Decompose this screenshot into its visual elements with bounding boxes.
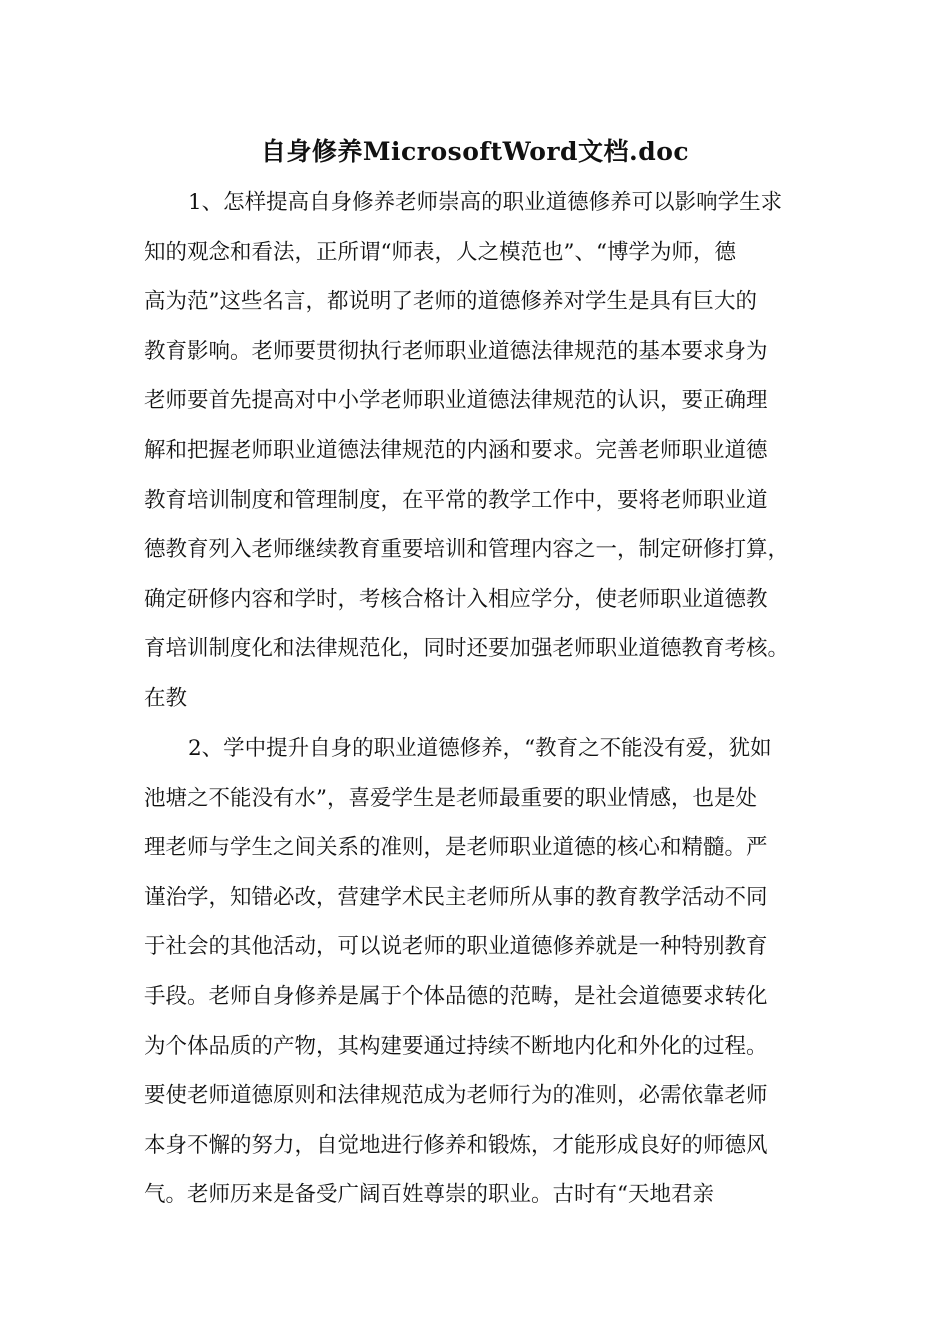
paragraph-line: 1、怎样提高自身修养老师崇高的职业道德修养可以影响学生求: [188, 190, 783, 215]
paragraph-line: 高为范”这些名言，都说明了老师的道德修养对学生是具有巨大的: [144, 289, 757, 315]
paragraph-line: 为个体品质的产物，其构建要通过持续不断地内化和外化的过程。: [144, 1033, 768, 1059]
paragraph-line: 育培训制度化和法律规范化，同时还要加强老师职业道德教育考核。: [144, 636, 790, 662]
document-title: 自身修养MicrosoftWord文档.doc: [260, 137, 690, 166]
paragraph-line: 教育培训制度和管理制度，在平常的教学工作中，要将老师职业道: [144, 487, 768, 513]
paragraph-2: [144, 724, 824, 1220]
paragraph-line: 在教: [144, 685, 188, 711]
paragraph-line: 理老师与学生之间关系的准则，是老师职业道德的核心和精髓。严: [144, 835, 768, 861]
paragraph-line: 谨治学，知错必改，营建学术民主老师所从事的教育教学活动不同: [144, 884, 768, 910]
paragraph-line: 教育影响。老师要贯彻执行老师职业道德法律规范的基本要求身为: [144, 338, 768, 364]
paragraph-line: 2、学中提升自身的职业道德修养，“教育之不能没有爱，犹如: [188, 736, 772, 761]
paragraph-line: 德教育列入老师继续教育重要培训和管理内容之一，制定研修打算，: [144, 537, 790, 563]
paragraph-line: 要使老师道德原则和法律规范成为老师行为的准则，必需依靠老师: [144, 1083, 768, 1109]
paragraph-line: 解和把握老师职业道德法律规范的内涵和要求。完善老师职业道德: [144, 437, 768, 463]
paragraph-1: [144, 178, 824, 724]
paragraph-line: 老师要首先提高对中小学老师职业道德法律规范的认识，要正确理: [144, 388, 768, 414]
paragraph-line: 池塘之不能没有水”，喜爱学生是老师最重要的职业情感，也是处: [144, 785, 757, 811]
paragraph-line: 知的观念和看法，正所谓“师表，人之模范也”、“博学为师，德: [144, 239, 736, 265]
paragraph-line: 气。老师历来是备受广阔百姓尊崇的职业。古时有“天地君亲: [144, 1182, 714, 1208]
paragraph-line: 手段。老师自身修养是属于个体品德的范畴，是社会道德要求转化: [144, 983, 768, 1009]
paragraph-line: 本身不懈的努力，自觉地进行修养和锻炼，才能形成良好的师德风: [144, 1132, 768, 1158]
paragraph-line: 于社会的其他活动，可以说老师的职业道德修养就是一种特别教育: [144, 934, 768, 960]
paragraph-line: 确定研修内容和学时，考核合格计入相应学分，使老师职业道德教: [144, 586, 768, 612]
